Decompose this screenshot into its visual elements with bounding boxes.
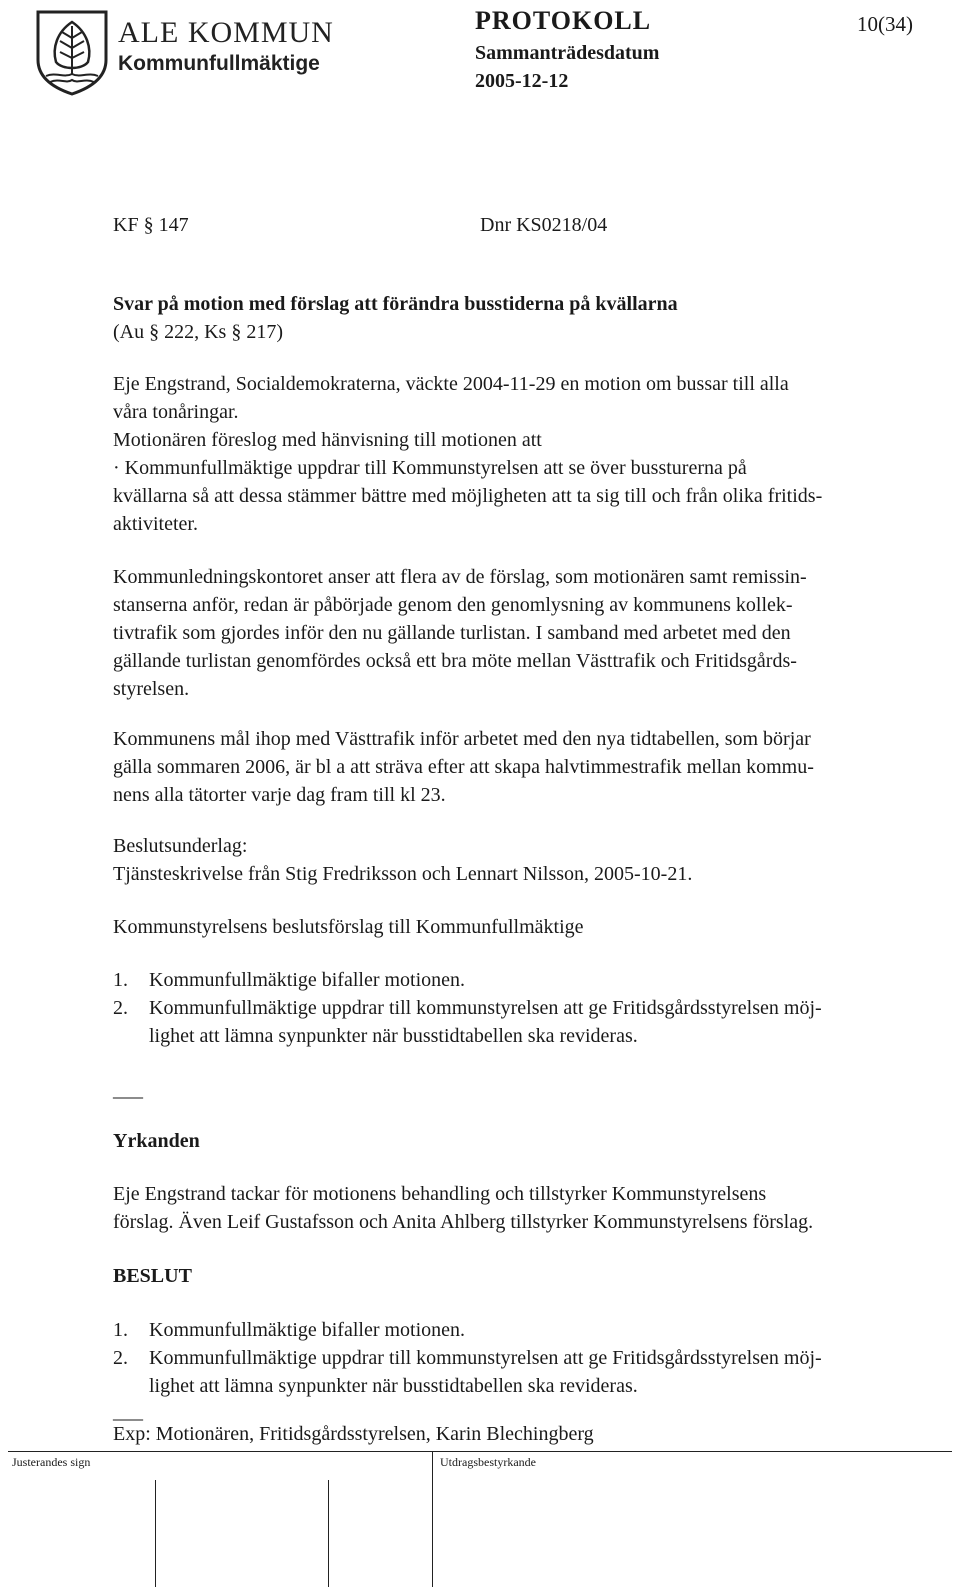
leaf-crest-icon xyxy=(32,8,112,96)
list-number: 1. xyxy=(113,1319,128,1341)
motions-heading: Yrkanden xyxy=(113,1130,200,1152)
case-title: Svar på motion med förslag att förändra busstiderna på kvällarna xyxy=(113,293,678,315)
intro-line: Eje Engstrand, Socialdemokraterna, väckte 2004-11-29 en motion om bussar till alla xyxy=(113,373,789,395)
decision-item xyxy=(113,1316,465,1345)
decision-item xyxy=(113,1344,822,1373)
paragraph-line: nens alla tätorter varje dag fram till kl 23. xyxy=(113,784,446,806)
decision-basis-label: Beslutsunderlag: xyxy=(113,835,248,857)
decision-item-continued: lighet att lämna synpunkter när busstidtabellen ska revideras. xyxy=(149,1375,638,1397)
decision-basis-text: Tjänsteskrivelse från Stig Fredriksson och Lennart Nilsson, 2005-10-21. xyxy=(113,863,693,885)
intro-line: aktiviteter. xyxy=(113,513,198,535)
proposal-item xyxy=(113,966,465,995)
case-number: Dnr KS0218/04 xyxy=(480,214,608,236)
paragraph-line: tivtrafik som gjordes inför den nu gällande turlistan. I samband med arbetet med den xyxy=(113,622,791,644)
proposal-heading: Kommunstyrelsens beslutsförslag till Kommunfullmäktige xyxy=(113,916,584,938)
list-text: Kommunfullmäktige uppdrar till kommunstyrelsen att ge Fritidsgårdsstyrelsen möj- xyxy=(149,1347,822,1369)
motions-line: förslag. Även Leif Gustafsson och Anita Ahlberg tillstyrker Kommunstyrelsens förslag. xyxy=(113,1211,814,1233)
paragraph-line: Kommunledningskontoret anser att flera av de förslag, som motionären samt remissin- xyxy=(113,566,807,588)
intro-line: · Kommunfullmäktige uppdrar till Kommunstyrelsen att se över bussturerna på xyxy=(113,457,747,479)
org-name: ALE KOMMUN xyxy=(118,16,334,49)
decision-heading: BESLUT xyxy=(113,1265,192,1287)
paragraph-line: gälla sommaren 2006, är bl a att sträva efter att skapa halvtimmestrafik mellan kommu- xyxy=(113,756,814,778)
paragraph-line: stanserna anför, redan är påbörjade genom den genomlysning av kommunens kollek- xyxy=(113,594,793,616)
motions-line: Eje Engstrand tackar för motionens behandling och tillstyrker Kommunstyrelsens xyxy=(113,1183,767,1205)
list-text: Kommunfullmäktige bifaller motionen. xyxy=(149,969,466,991)
municipality-logo xyxy=(32,8,332,98)
extract-label: Utdragsbestyrkande xyxy=(440,1455,536,1469)
org-subtitle: Kommunfullmäktige xyxy=(118,52,320,75)
paragraph-number: KF § 147 xyxy=(113,214,189,236)
proposal-item-continued: lighet att lämna synpunkter när busstidtabellen ska revideras. xyxy=(149,1025,638,1047)
list-number: 1. xyxy=(113,969,128,991)
proposal-item xyxy=(113,994,822,1023)
signature-divider xyxy=(432,1451,433,1587)
meeting-date: 2005-12-12 xyxy=(475,70,569,92)
page-number: 10(34) xyxy=(857,12,913,36)
signature-divider xyxy=(328,1480,329,1587)
intro-line: Motionären föreslog med hänvisning till motionen att xyxy=(113,429,542,451)
intro-line: kvällarna så att dessa stämmer bättre med möjligheten att ta sig till och från olika fritids- xyxy=(113,485,823,507)
footer-top-rule xyxy=(8,1451,952,1452)
meeting-date-label: Sammanträdesdatum xyxy=(475,42,660,64)
intro-line: våra tonåringar. xyxy=(113,401,239,423)
paragraph-line: Kommunens mål ihop med Västtrafik inför arbetet med den nya tidtabellen, som börjar xyxy=(113,728,811,750)
paragraph-line: gällande turlistan genomfördes också ett bra möte mellan Västtrafik och Fritidsgårds- xyxy=(113,650,797,672)
dispatch-line: Exp: Motionären, Fritidsgårdsstyrelsen, Karin Blechingberg xyxy=(113,1423,594,1445)
separator: ___ xyxy=(113,1079,143,1101)
paragraph-line: styrelsen. xyxy=(113,678,190,700)
list-number: 2. xyxy=(113,1347,128,1369)
list-number: 2. xyxy=(113,997,128,1019)
signature-divider xyxy=(155,1480,156,1587)
separator: ___ xyxy=(113,1401,143,1423)
list-text: Kommunfullmäktige uppdrar till kommunstyrelsen att ge Fritidsgårdsstyrelsen möj- xyxy=(149,997,822,1019)
list-text: Kommunfullmäktige bifaller motionen. xyxy=(149,1319,466,1341)
case-reference: (Au § 222, Ks § 217) xyxy=(113,321,283,343)
signer-label: Justerandes sign xyxy=(12,1455,91,1469)
document-type: PROTOKOLL xyxy=(475,6,652,35)
